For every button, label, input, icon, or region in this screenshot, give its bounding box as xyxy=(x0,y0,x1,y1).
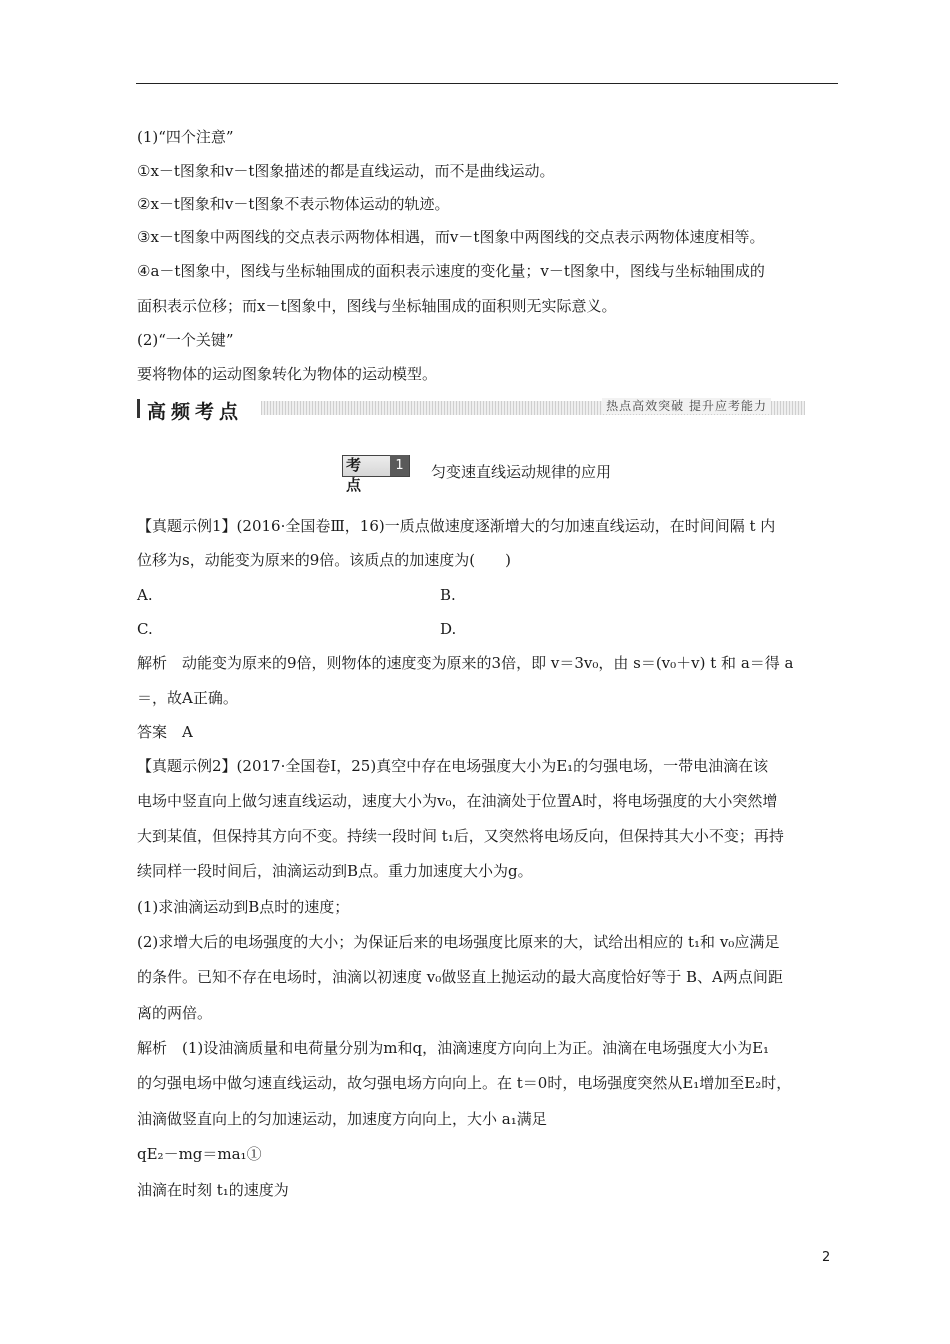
question-2-line: 大到某值，但保持其方向不变。持续一段时间 t₁后，又突然将电场反向，但保持其大小不变；再持 xyxy=(137,827,784,845)
banner-title: 高频考点 xyxy=(147,401,244,423)
question-2-line: 离的两倍。 xyxy=(137,1004,213,1022)
analysis-line: 解析 动能变为原来的9倍，则物体的速度变为原来的3倍，即 v＝3v₀，由 s＝(v₀＋v) t 和 a＝得 a xyxy=(137,654,794,672)
header-rule xyxy=(136,83,838,84)
question-1-line: 【真题示例1】(2016·全国卷Ⅲ，16)一质点做速度逐渐增大的匀加速直线运动，在时间间隔 t 内 xyxy=(137,517,776,535)
text-line: (1)“四个注意” xyxy=(137,128,234,146)
banner-tag: 热点高效突破 提升应考能力 xyxy=(602,398,771,414)
question-2-part-2: (2)求增大后的电场强度的大小；为保证后来的电场强度比原来的大，试给出相应的 t₁和 v₀应满足 xyxy=(137,933,780,951)
banner-bar xyxy=(137,399,140,418)
kaodian-label: 考点 xyxy=(346,456,362,494)
page-number: 2 xyxy=(822,1250,831,1265)
option-b: B. xyxy=(440,586,456,604)
equation-1: qE₂－mg＝ma₁① xyxy=(137,1145,262,1163)
option-a: A. xyxy=(137,586,153,604)
option-c: C. xyxy=(137,620,153,638)
analysis-2-line: 的匀强电场中做匀速直线运动，故匀强电场方向向上。在 t＝0时，电场强度突然从E₁增加至E₂时， xyxy=(137,1074,792,1092)
text-line: 面积表示位移；而x－t图象中，图线与坐标轴围成的面积则无实际意义。 xyxy=(137,297,617,315)
text-line: ②x－t图象和v－t图象不表示物体运动的轨迹。 xyxy=(137,195,450,213)
question-2-line: 续同样一段时间后，油滴运动到B点。重力加速度大小为g。 xyxy=(137,862,533,880)
text-line: ③x－t图象中两图线的交点表示两物体相遇，而v－t图象中两图线的交点表示两物体速度相等。 xyxy=(137,228,765,246)
analysis-2-line: 油滴做竖直向上的匀加速运动，加速度方向向上，大小 a₁满足 xyxy=(137,1110,547,1128)
question-2-part-1: (1)求油滴运动到B点时的速度； xyxy=(137,898,350,916)
analysis-2-line: 油滴在时刻 t₁的速度为 xyxy=(137,1181,289,1199)
kaodian-title: 匀变速直线运动规律的应用 xyxy=(431,463,612,481)
question-1-line: 位移为s，动能变为原来的9倍。该质点的加速度为( ) xyxy=(137,551,511,569)
answer-line: 答案 A xyxy=(137,723,193,741)
text-line: 要将物体的运动图象转化为物体的运动模型。 xyxy=(137,365,438,383)
text-line: (2)“一个关键” xyxy=(137,331,234,349)
option-d: D. xyxy=(440,620,457,638)
question-2-line: 电场中竖直向上做匀速直线运动，速度大小为v₀，在油滴处于位置A时，将电场强度的大小突然增 xyxy=(137,792,778,810)
text-line: ①x－t图象和v－t图象描述的都是直线运动，而不是曲线运动。 xyxy=(137,162,555,180)
analysis-2-line: 解析 (1)设油滴质量和电荷量分别为m和q，油滴速度方向向上为正。油滴在电场强度大小为E₁ xyxy=(137,1039,770,1057)
section-banner xyxy=(137,398,805,423)
kaodian-number: 1 xyxy=(390,455,409,476)
analysis-line: ＝，故A正确。 xyxy=(137,689,238,707)
text-line: ④a－t图象中，图线与坐标轴围成的面积表示速度的变化量；v－t图象中，图线与坐标轴围成的 xyxy=(137,262,765,280)
question-2-line: 的条件。已知不存在电场时，油滴以初速度 v₀做竖直上抛运动的最大高度恰好等于 B、A两点间距 xyxy=(137,968,783,986)
question-2-line: 【真题示例2】(2017·全国卷Ⅰ，25)真空中存在电场强度大小为E₁的匀强电场，一带电油滴在该 xyxy=(137,757,769,775)
